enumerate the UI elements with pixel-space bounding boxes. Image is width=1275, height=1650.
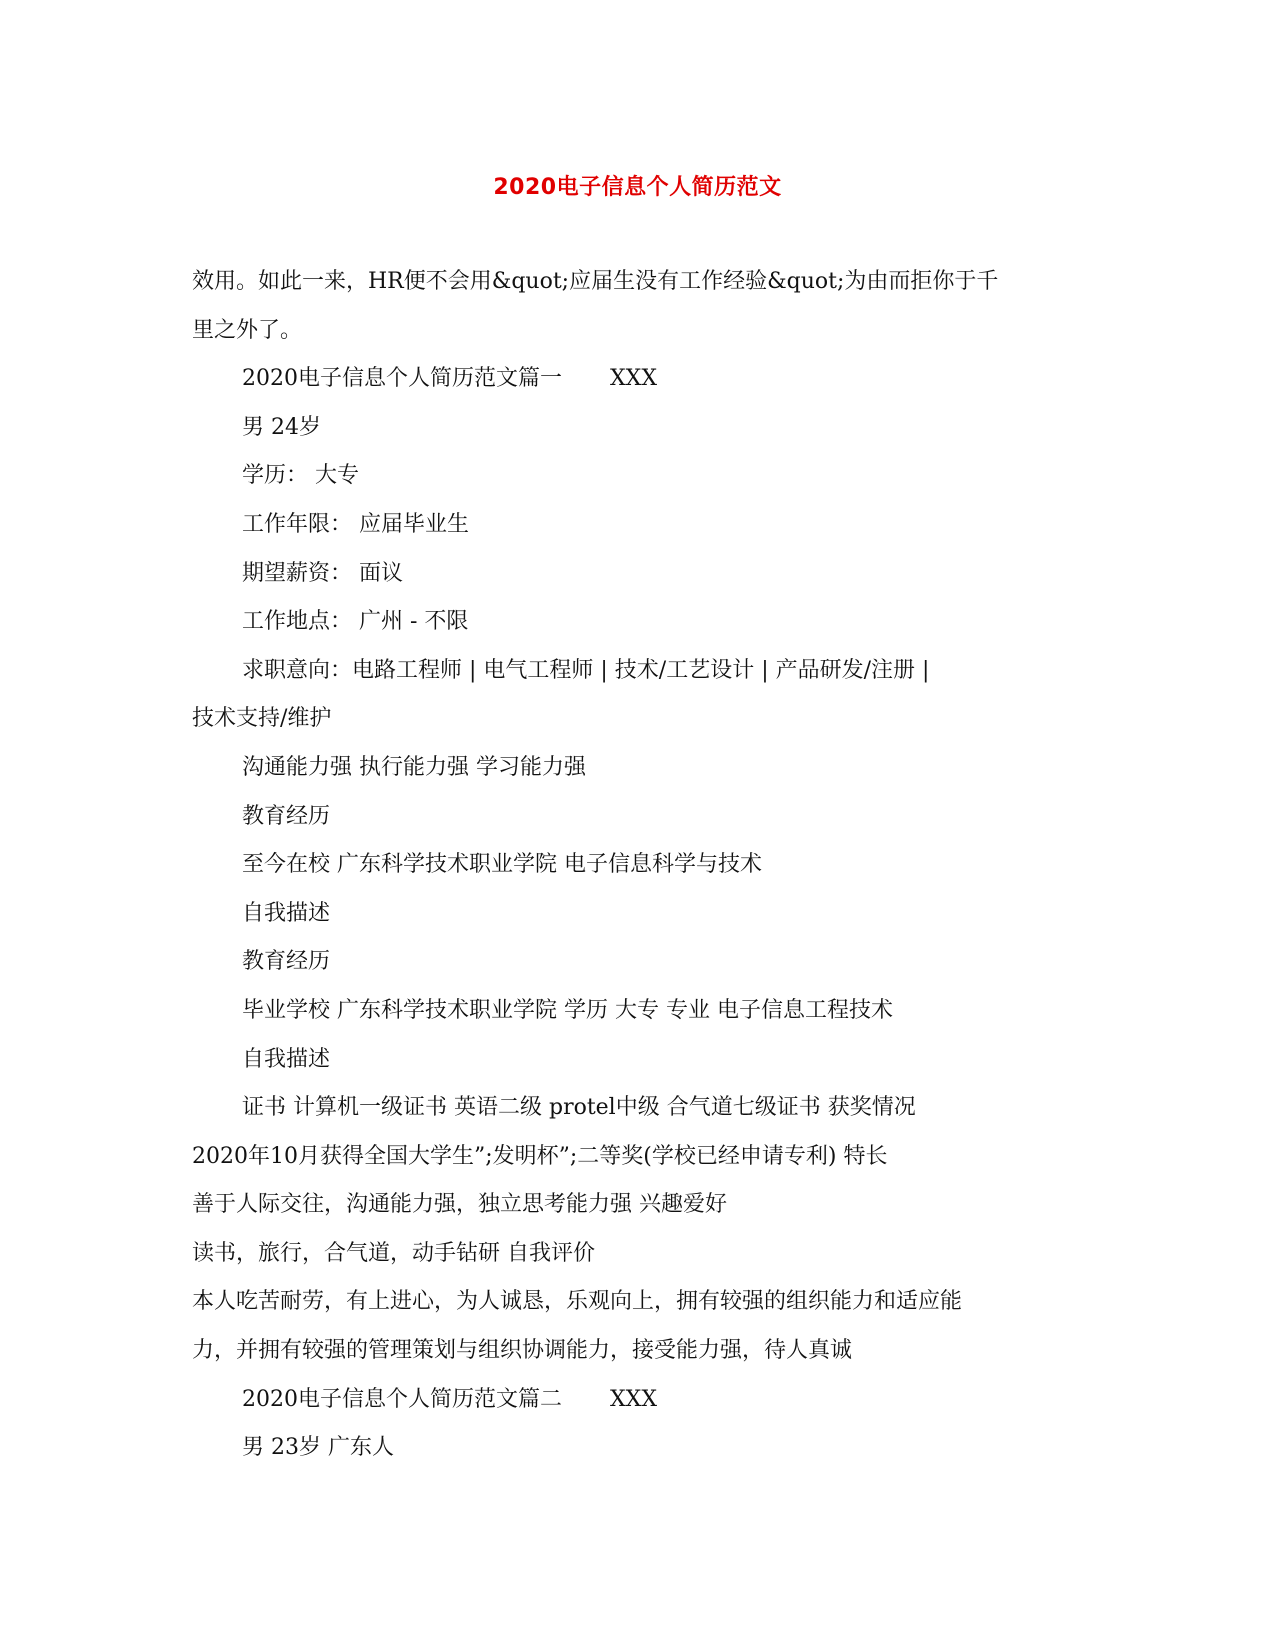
paragraph-line: 自我描述	[242, 1046, 331, 1072]
paragraph-line: 求职意向：电路工程师 | 电气工程师 | 技术/工艺设计 | 产品研发/注册 |	[242, 657, 930, 683]
paragraph-line: 毕业学校 广东科学技术职业学院 学历 大专 专业 电子信息工程技术	[242, 997, 893, 1023]
paragraph-line: 至今在校 广东科学技术职业学院 电子信息科学与技术	[242, 852, 762, 878]
section-heading-line	[192, 1376, 1092, 1425]
paragraph-line: 自我描述	[242, 900, 331, 926]
paragraph-line: 里之外了。	[192, 317, 303, 343]
paragraph-line: 力，并拥有较强的管理策划与组织协调能力，接受能力强，待人真诚	[192, 1338, 853, 1364]
candidate-name: XXX	[610, 366, 657, 392]
candidate-name: XXX	[610, 1386, 657, 1412]
document-title: 2020电子信息个人简历范文	[493, 175, 782, 200]
section-heading-line	[192, 355, 1092, 404]
paragraph-line: 证书 计算机一级证书 英语二级 protel中级 合气道七级证书 获奖情况	[242, 1095, 916, 1121]
document-body	[192, 258, 1092, 1473]
paragraph-line: 教育经历	[242, 803, 331, 829]
section-heading: 2020电子信息个人简历范文篇二	[242, 1386, 562, 1412]
paragraph-line: 本人吃苦耐劳，有上进心，为人诚恳，乐观向上，拥有较强的组织能力和适应能	[192, 1289, 963, 1315]
paragraph-line: 善于人际交往，沟通能力强，独立思考能力强 兴趣爱好	[192, 1192, 727, 1218]
paragraph-line: 工作年限： 应届毕业生	[242, 511, 469, 537]
paragraph-line: 技术支持/维护	[192, 706, 332, 732]
paragraph-line: 男 24岁	[242, 414, 321, 440]
paragraph-line: 男 23岁 广东人	[242, 1435, 394, 1461]
paragraph-line: 工作地点： 广州 - 不限	[242, 609, 469, 635]
paragraph-line: 教育经历	[242, 949, 331, 975]
paragraph-line: 沟通能力强 执行能力强 学习能力强	[242, 754, 586, 780]
paragraph-line: 读书，旅行，合气道，动手钻研 自我评价	[192, 1240, 595, 1266]
section-heading: 2020电子信息个人简历范文篇一	[242, 366, 562, 392]
paragraph-line: 效用。如此一来，HR便不会用&quot;应届生没有工作经验&quot;为由而拒你于千	[192, 269, 999, 294]
paragraph-line: 2020年10月获得全国大学生”;发明杯”;二等奖(学校已经申请专利) 特长	[192, 1143, 888, 1169]
paragraph-line: 期望薪资： 面议	[242, 560, 403, 586]
paragraph-line: 学历： 大专	[242, 463, 359, 489]
